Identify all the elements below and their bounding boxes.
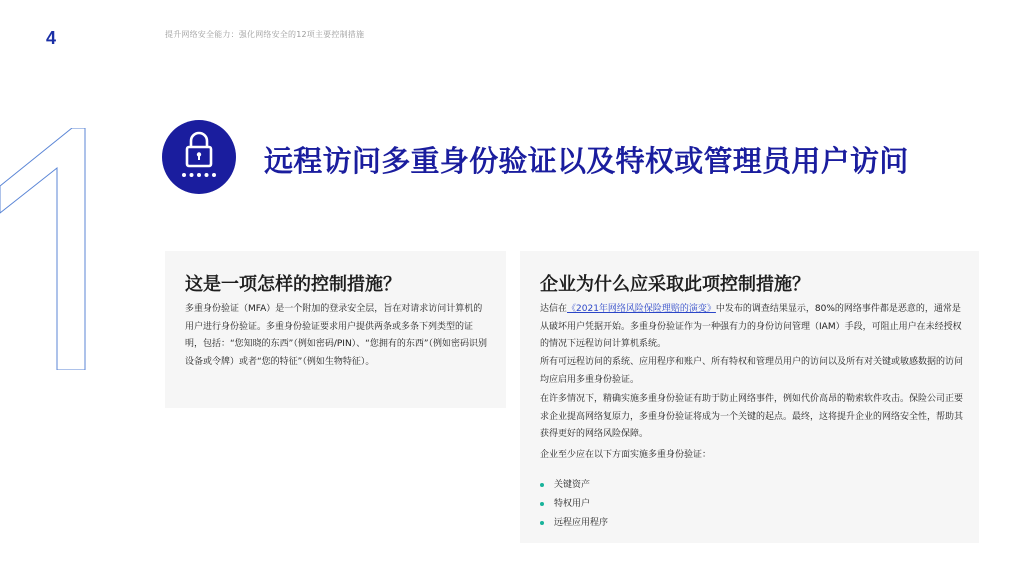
list-item	[540, 476, 608, 495]
bullet-icon	[540, 521, 544, 525]
paragraph-1-prefix: 达信在	[540, 304, 568, 314]
control-description-panel	[165, 251, 506, 408]
list-item	[540, 514, 608, 533]
bullet-icon	[540, 502, 544, 506]
panel-body: 多重身份验证（MFA）是一个附加的登录安全层，旨在对请求访问计算机的用户进行身份验证。多重身份验证要求用户提供两条或多条下列类型的证明，包括：“您知晓的东西”（例如密码/PIN）、“您拥有的东西”（例如密码识别设备或令牌）或者“您的特征”（例如生物特征）。	[185, 304, 487, 367]
panel-heading: 这是一项怎样的控制措施？	[185, 274, 401, 295]
paragraph-1-suffix: 中发布的调查结果显示，80%的网络事件都是恶意的，通常是从破坏用户凭据开始。多重身份验证作为一种强有力的身份访问管理（IAM）手段，可阻止用户在未经授权的情况下远程访问计算机系统。	[540, 304, 962, 349]
report-link[interactable]: 《2021年网络风险保险理赔的演变》	[567, 304, 716, 314]
running-header: 提升网络安全能力：强化网络安全的12项主要控制措施	[165, 30, 365, 39]
section-title: 远程访问多重身份验证以及特权或管理员用户访问	[264, 144, 909, 178]
bullet-icon	[540, 483, 544, 487]
rationale-panel	[520, 251, 979, 543]
paragraph-4: 企业至少应在以下方面实施多重身份验证：	[540, 450, 712, 460]
list-item-label: 关键资产	[554, 480, 591, 490]
paragraph-2: 所有可远程访问的系统、应用程序和账户、所有特权和管理员用户的访问以及所有对关键或敏感数据的访问均应启用多重身份验证。	[540, 357, 964, 385]
mfa-areas-list	[540, 476, 608, 533]
page-number: 4	[46, 28, 57, 48]
lock-icon	[162, 120, 236, 194]
section-numeral-1	[0, 128, 90, 370]
panel-heading: 企业为什么应采取此项控制措施？	[540, 274, 810, 295]
paragraph-3: 在许多情况下，精确实施多重身份验证有助于防止网络事件，例如代价高昂的勒索软件攻击。保险公司正要求企业提高网络复原力，多重身份验证将成为一个关键的起点。最终，这将提升企业的网络安全性，帮助其获得更好的网络风险保障。	[540, 394, 964, 439]
list-item-label: 特权用户	[554, 499, 591, 509]
list-item	[540, 495, 608, 514]
paragraph-1	[540, 301, 964, 354]
list-item-label: 远程应用程序	[554, 518, 609, 528]
